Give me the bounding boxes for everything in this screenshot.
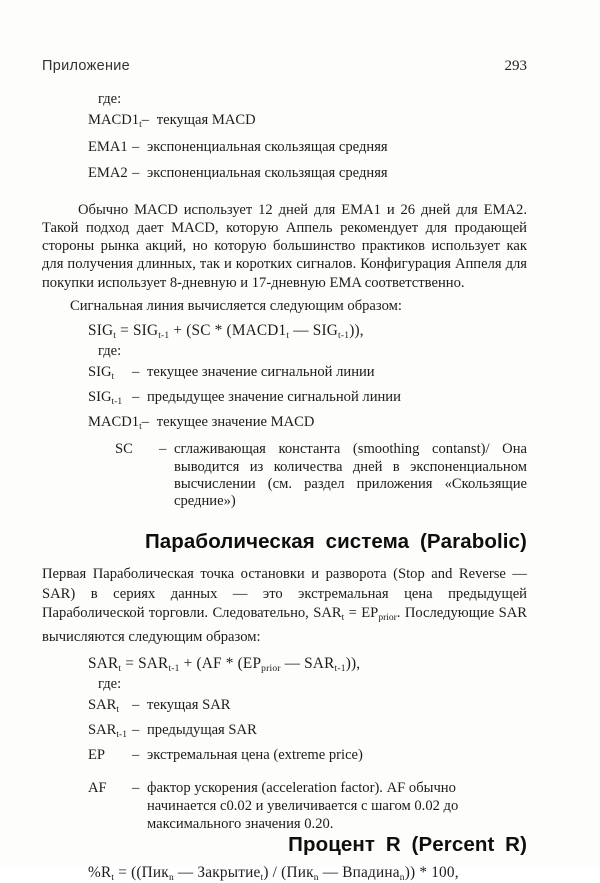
term-text: EMA1	[88, 138, 128, 155]
definition-dash: –	[132, 364, 140, 381]
definition-row	[88, 110, 527, 137]
definition-description: текущая SAR	[147, 696, 231, 713]
parabolic-heading: Параболическая система (Parabolic)	[144, 530, 527, 554]
definition-row	[88, 745, 527, 770]
term-text: MACD1	[88, 112, 140, 128]
definition-row	[88, 412, 527, 437]
formula-subscript: t	[260, 872, 264, 883]
formula-text: + (SC * (MACD1	[169, 322, 287, 340]
definition-term	[88, 387, 132, 412]
definition-row	[88, 163, 527, 190]
percent-r-formula	[88, 864, 527, 883]
definition-dash: –	[141, 414, 150, 431]
definition-dash: –	[132, 696, 140, 713]
where-label-signal: где:	[98, 343, 122, 360]
definition-dash: –	[132, 138, 140, 155]
formula-text: SAR	[88, 654, 119, 672]
term-subscript: t	[139, 422, 142, 433]
definition-term	[88, 163, 132, 190]
formula-subscript: t	[118, 663, 122, 674]
definition-term	[88, 720, 132, 745]
definition-dash: –	[159, 441, 167, 458]
definition-row	[115, 439, 527, 510]
definition-description: экспоненциальная скользящая средняя	[147, 138, 388, 155]
formula-text: )),	[349, 322, 364, 340]
formula-text: )) * 100,	[404, 863, 459, 881]
definition-description: экспоненциальная скользящая средняя	[147, 165, 388, 181]
formula-subscript: prior	[261, 663, 281, 674]
definition-row	[88, 362, 527, 387]
formula-text: SIG	[88, 322, 114, 340]
paragraph-subscript: prior	[378, 613, 397, 624]
term-subscript: t	[116, 704, 120, 715]
signal-line-leadin: Сигнальная линия вычисляется следующим образом:	[70, 297, 402, 314]
formula-text: + (AF * (EP	[179, 654, 262, 672]
paragraph-subscript: t	[341, 613, 345, 624]
term-text: SIG	[88, 364, 112, 381]
formula-subscript: t-1	[338, 331, 350, 342]
running-head: Приложение	[42, 58, 131, 74]
formula-subscript: n	[399, 872, 405, 883]
definition-description: текущая MACD	[156, 112, 256, 128]
definition-description: текущее значение сигнальной линии	[147, 364, 375, 381]
definition-row	[88, 695, 527, 720]
term-text: SC	[115, 441, 133, 458]
formula-text: — Впадина	[318, 863, 400, 881]
term-text: AF	[88, 779, 107, 796]
formula-text: — SIG	[289, 322, 339, 340]
definition-term	[115, 439, 159, 464]
definition-row	[88, 387, 527, 412]
term-text: EP	[88, 746, 106, 763]
formula-text: = SIG	[116, 322, 159, 340]
definition-description: предыдущая SAR	[147, 721, 257, 738]
term-subscript: t-1	[111, 397, 123, 408]
formula-text: ) / (Пик	[263, 863, 314, 881]
definition-row	[88, 720, 527, 745]
definition-row	[88, 137, 527, 164]
macd-definitions	[88, 110, 527, 190]
definition-term	[88, 695, 132, 720]
macd-paragraph: Обычно MACD использует 12 дней для EMA1 и 26 дней для EMA2. Такой подход дает MACD, которую Аппель рекомендует для продающей стороны рынка акций, но которую большинство практиков использует как для получения длинных, так и коротких сигналов. Конфигурация Аппеля для покупки использует 8-дневную и 17-дневную EMA соответственно.	[42, 201, 527, 291]
term-text: SAR	[88, 721, 117, 738]
definition-term	[88, 412, 142, 437]
definition-term	[88, 745, 132, 770]
term-text: SAR	[88, 696, 117, 713]
term-text: SIG	[88, 389, 112, 406]
page-header	[42, 58, 527, 75]
sar-formula	[88, 655, 527, 674]
formula-subscript: t-1	[334, 663, 346, 674]
definition-description: экстремальная цена (extreme price)	[147, 746, 363, 763]
definition-dash: –	[132, 721, 140, 738]
paragraph-text: = EP	[344, 605, 379, 622]
definition-dash: –	[132, 389, 140, 406]
definition-dash: –	[132, 165, 140, 181]
formula-text: = ((Пик	[114, 863, 169, 881]
definition-term	[88, 110, 142, 137]
definition-term	[88, 362, 132, 387]
term-subscript: t	[139, 120, 142, 130]
definition-description: фактор ускорения (acceleration factor). AF обычно начинается с0.02 и увеличивается с шагом 0.02 до максимального значения 0.20.	[147, 779, 459, 832]
formula-text: — SAR	[280, 654, 335, 672]
definition-description: предыдущее значение сигнальной линии	[147, 389, 401, 406]
formula-subscript: t-1	[158, 331, 170, 342]
definition-row	[88, 778, 527, 833]
formula-subscript: t-1	[168, 663, 180, 674]
parabolic-paragraph	[42, 565, 527, 647]
page-content	[42, 58, 527, 883]
page-number: 293	[504, 58, 527, 74]
definition-dash: –	[132, 779, 140, 796]
paragraph-text: Первая Параболическая точка остановки и разворота (Stop and Reverse — SAR) в сериях данных — это экстремальная цена предыдущей Параболической торговли. Следовательно, SAR	[42, 566, 527, 622]
definition-dash: –	[132, 746, 140, 763]
term-text: MACD1	[88, 414, 140, 431]
sig-formula	[88, 322, 527, 341]
definition-dash: –	[141, 112, 150, 128]
definition-description: текущее значение MACD	[156, 414, 315, 431]
definition-description: сглаживающая константа (smoothing contanst)/ Она выводится из количества дней в экспоненциальном высчислении (см. раздел приложения «Скользящие средние»)	[174, 441, 527, 510]
formula-subscript: t	[286, 331, 290, 342]
paragraph-text: . Последующие SAR вычисляются следующим образом:	[42, 605, 528, 646]
term-subscript: t	[111, 372, 115, 383]
parabolic-definitions	[88, 695, 527, 833]
definition-term	[88, 137, 132, 164]
where-label-sar: где:	[98, 675, 122, 692]
formula-subscript: t	[111, 872, 115, 883]
term-subscript: t-1	[116, 729, 127, 740]
formula-text: )),	[345, 654, 361, 672]
definition-term	[88, 778, 132, 803]
formula-text: — Закрытие	[173, 863, 261, 881]
formula-subscript: n	[168, 872, 174, 883]
formula-text: = SAR	[121, 654, 169, 672]
formula-subscript: n	[313, 872, 319, 883]
percent-r-heading: Процент R (Percent R)	[288, 832, 527, 856]
term-text: EMA2	[88, 165, 128, 181]
signal-definitions	[88, 362, 527, 510]
where-label-macd: где:	[98, 91, 122, 107]
formula-text: %R	[88, 863, 112, 881]
formula-subscript: t	[113, 331, 117, 342]
